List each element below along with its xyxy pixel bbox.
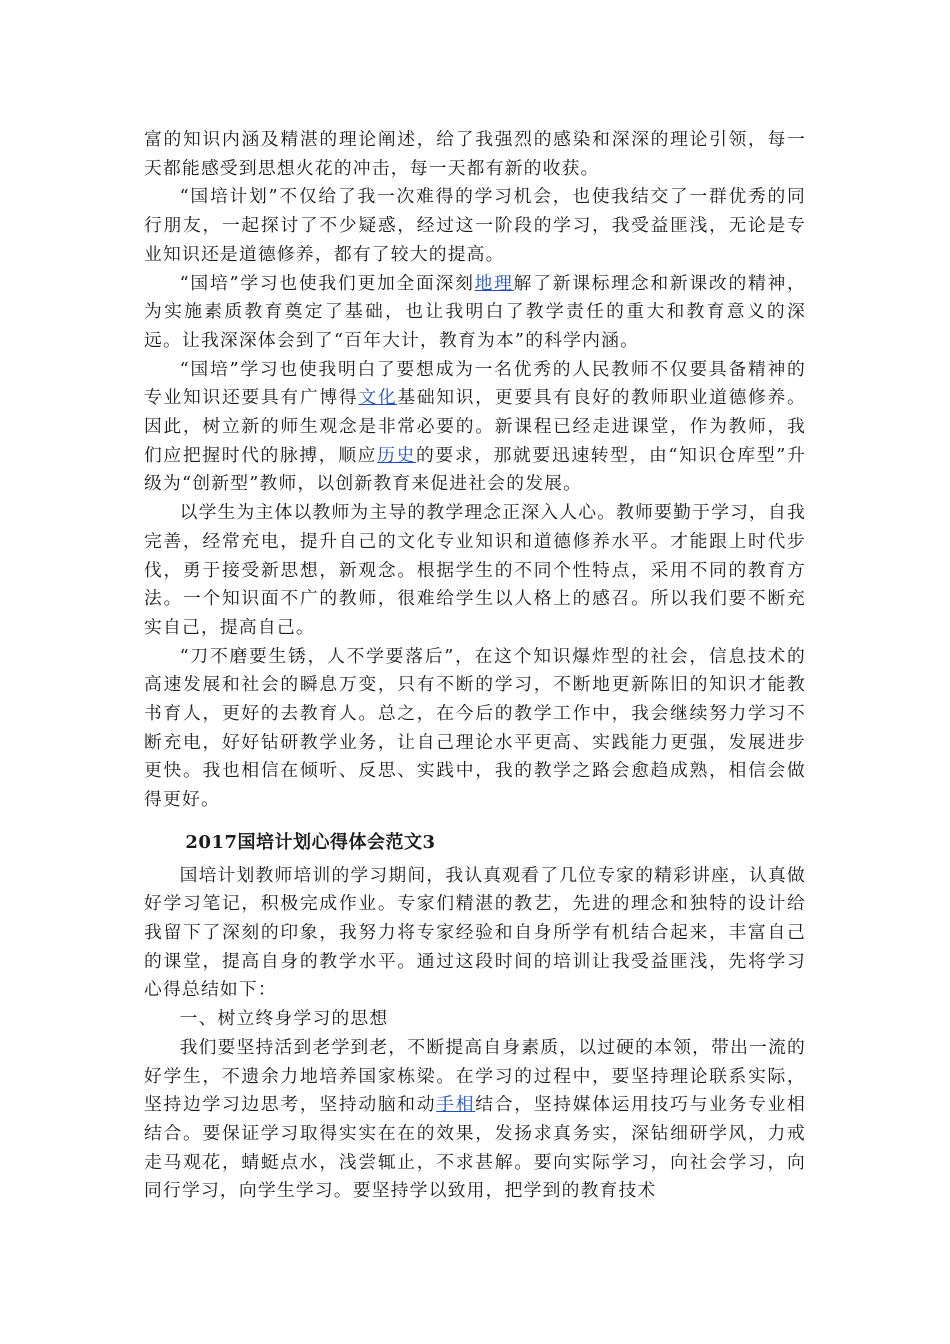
paragraph-p1: [144, 126, 806, 183]
paragraph-text: 结合，坚持媒体运用技巧与业务专业相结合。要保证学习取得实实在在的效果，发扬求真务实，深钻细研学风，力戒走马观花，蜻蜓点水，浅尝辄止，不求甚解。要向实际学习，向社会学习，向同行学习，向学生学习。要坚持学以致用，把学到的教育技术: [144, 1094, 807, 1202]
paragraph-text: “国培计划”不仅给了我一次难得的学习机会，也使我结交了一群优秀的同行朋友，一起探讨了不少疑惑，经过这一阶段的学习，我受益匪浅，无论是专业知识还是道德修养，都有了较大的提高。: [144, 186, 806, 265]
paragraph-p6: [144, 643, 806, 815]
paragraph-p8: [144, 1005, 806, 1034]
paragraph-text: 富的知识内涵及精湛的理论阐述，给了我强烈的感染和深深的理论引领，每一天都能感受到思想火花的冲击，每一天都有新的收获。: [144, 129, 806, 179]
paragraph-text: 国培计划教师培训的学习期间，我认真观看了几位专家的精彩讲座，认真做好学习笔记，积极完成作业。专家们精湛的教艺，先进的理念和独特的设计给我留下了深刻的印象，我努力将专家经验和自身所学有机结合起来，丰富自己的课堂，提高自身的教学水平。通过这段时间的培训让我受益匪浅，先将学习心得总结如下：: [144, 864, 806, 1001]
paragraph-p5: [144, 499, 806, 643]
inline-link[interactable]: 文化: [358, 387, 398, 409]
inline-link[interactable]: 历史: [377, 444, 416, 466]
paragraph-text: “刀不磨要生锈，人不学要落后”，在这个知识爆炸型的社会，信息技术的高速发展和社会的瞬息万变，只有不断的学习，不断地更新陈旧的知识才能教书育人，更好的去教育人。总之，在今后的教学工作中，我会继续努力学习不断充电，好好钻研教学业务，让自己理论水平更高、实践能力更强，发展进步更快。我也相信在倾听、反思、实践中，我的教学之路会愈趋成熟，相信会做得更好。: [144, 645, 806, 811]
document-body-after-heading: [144, 862, 806, 1206]
paragraph-text: 以学生为主体以教师为主导的教学理念正深入人心。教师要勤于学习，自我完善，经常充电，提升自己的文化专业知识和道德修养水平。才能跟上时代步伐，勇于接受新思想，新观念。根据学生的不同个性特点，采用不同的教育方法。一个知识面不广的教师，很难给学生以人格上的感召。所以我们要不断充实自己，提高自己。: [144, 502, 806, 638]
paragraph-text: “国培”学习也使我明白了要想成为一名优秀的人民教师不仅要具备精神的专业知识还要具有广博得: [144, 358, 806, 409]
paragraph-p2: [144, 183, 806, 269]
paragraph-text: 基础知识，更要具有良好的教师职业道德修养。因此，树立新的师生观念是非常必要的。新课程已经走进课堂，作为教师，我们应把握时代的脉搏，顺应: [144, 387, 807, 466]
paragraph-text: 的要求，那就要迅速转型，由“知识仓库型”升级为“创新型”教师，以创新教育来促进社会的发展。: [144, 444, 806, 495]
paragraph-p7: [144, 862, 806, 1006]
document-body-before-heading: [144, 126, 806, 815]
paragraph-p3: [144, 270, 806, 356]
paragraph-p4: [144, 356, 806, 500]
inline-link[interactable]: 地理: [474, 272, 514, 294]
paragraph-text: 解了新课标理念和新课改的精神，为实施素质教育奠定了基础，也让我明白了教学责任的重大和教育意义的深远。让我深深体会到了“百年大计，教育为本”的科学内涵。: [144, 272, 806, 351]
inline-link[interactable]: 手相: [436, 1094, 476, 1116]
paragraph-text: “国培”学习也使我们更加全面深刻: [179, 272, 475, 294]
section-heading: 2017国培计划心得体会范文3: [185, 831, 436, 853]
paragraph-text: 一、树立终身学习的思想: [179, 1008, 389, 1030]
paragraph-text: 我们要坚持活到老学到老，不断提高自身素质，以过硬的本领，带出一流的好学生，不遗余力地培养国家栋梁。在学习的过程中，要坚持理论联系实际，坚持边学习边思考，坚持动脑和动: [144, 1036, 806, 1116]
paragraph-p9: [144, 1034, 806, 1206]
document-page: [144, 126, 806, 1206]
